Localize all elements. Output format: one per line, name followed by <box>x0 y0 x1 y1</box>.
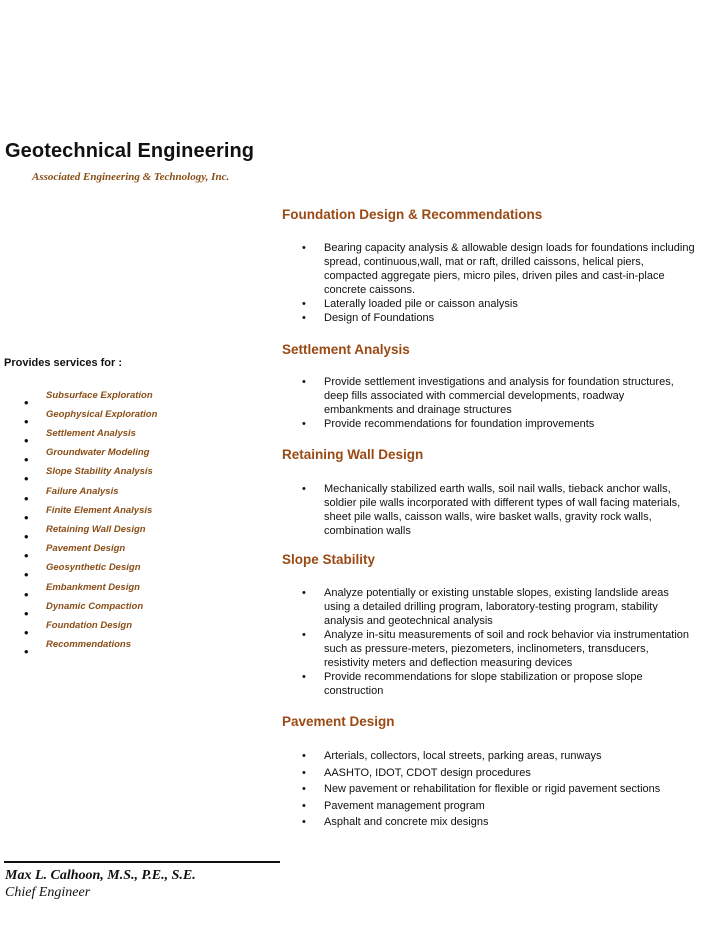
list-item-text: Provide settlement investigations and analysis for foundation structures, deep fills associated with commercial developments, roadway embankments and drainage structures <box>324 376 674 416</box>
services-heading: Provides services for : <box>4 357 123 369</box>
list-item <box>300 782 695 796</box>
service-item: Geosynthetic Design <box>46 562 141 573</box>
list-item-text: New pavement or rehabilitation for flexible or rigid pavement sections <box>324 783 661 795</box>
service-item: Retaining Wall Design <box>46 524 146 535</box>
section-title-pavement: Pavement Design <box>282 714 395 729</box>
list-item <box>300 766 695 780</box>
bullet-icon: • <box>24 567 29 582</box>
bullet-icon: • <box>302 483 306 495</box>
list-item <box>300 375 695 417</box>
section-title-foundation: Foundation Design & Recommendations <box>282 207 543 222</box>
bullet-icon: • <box>24 625 29 640</box>
list-item <box>300 815 695 829</box>
bullet-icon: • <box>302 298 306 310</box>
list-item <box>300 628 695 670</box>
bullet-icon: • <box>302 242 306 254</box>
bullet-icon: • <box>302 376 306 388</box>
section-title-retaining-wall: Retaining Wall Design <box>282 447 424 462</box>
list-item <box>300 311 695 325</box>
list-item-text: Design of Foundations <box>324 312 435 324</box>
signature-name: Max L. Calhoon, M.S., P.E., S.E. <box>5 868 196 883</box>
list-item-text: Arterials, collectors, local streets, parking areas, runways <box>324 750 602 762</box>
signature-role: Chief Engineer <box>5 885 91 900</box>
list-item-text: AASHTO, IDOT, CDOT design procedures <box>324 766 531 779</box>
service-item: Slope Stability Analysis <box>46 466 153 477</box>
bullet-icon: • <box>24 606 29 621</box>
service-item: Pavement Design <box>46 543 126 554</box>
service-item: Geophysical Exploration <box>46 409 158 420</box>
section-title-slope-stability: Slope Stability <box>282 552 376 567</box>
list-item-text: Mechanically stabilized earth walls, soil nail walls, tieback anchor walls, soldier pile walls incorporated with different types of wall facing materials, sheet pile walls, caisson walls, wire basket walls, gravity rock walls, combination walls <box>324 483 681 537</box>
list-item-text: Bearing capacity analysis & allowable design loads for foundations including spread, continuous,wall, mat or raft, drilled caissons, helical piers, compacted aggregate piers, micro piles, driven piles and cast-in-place concrete caissons. <box>324 242 695 296</box>
bullet-icon: • <box>24 548 29 563</box>
bullet-icon: • <box>24 510 29 525</box>
list-item <box>300 749 695 763</box>
list-item <box>300 670 695 698</box>
bullet-icon: • <box>302 629 306 641</box>
list-item-text: Analyze in-situ measurements of soil and rock behavior via instrumentation such as pressure-meters, piezometers, inclinometers, transducers, resistivity meters and deflection measuring devices <box>324 629 690 669</box>
list-item-text: Laterally loaded pile or caisson analysis <box>324 298 518 310</box>
bullet-icon: • <box>302 418 306 430</box>
foundation-bullet-list <box>300 241 695 325</box>
list-item-text: Provide recommendations for slope stabilization or propose slope construction <box>324 671 643 697</box>
bullet-icon: • <box>302 312 306 324</box>
service-item: Subsurface Exploration <box>46 390 153 401</box>
list-item <box>300 482 695 538</box>
slope-stability-bullet-list <box>300 586 695 698</box>
service-item: Foundation Design <box>46 620 133 631</box>
page-title: Geotechnical Engineering <box>5 140 255 162</box>
service-item: Settlement Analysis <box>46 428 136 439</box>
list-item-text: Analyze potentially or existing unstable slopes, existing landslide areas using a detailed drilling program, laboratory-testing program, stability analysis and geotechnical analysis <box>324 587 669 627</box>
bullet-icon: • <box>24 433 29 448</box>
bullet-icon: • <box>302 750 306 762</box>
bullet-icon: • <box>302 816 306 828</box>
signature-divider <box>4 861 280 863</box>
list-item-text: Asphalt and concrete mix designs <box>324 816 489 828</box>
list-item <box>300 586 695 628</box>
bullet-icon: • <box>24 395 29 410</box>
section-title-settlement: Settlement Analysis <box>282 342 410 357</box>
company-name: Associated Engineering & Technology, Inc. <box>32 171 230 183</box>
bullet-icon: • <box>24 644 29 659</box>
retaining-wall-bullet-list <box>300 482 695 538</box>
bullet-icon: • <box>24 529 29 544</box>
settlement-bullet-list <box>300 375 695 431</box>
bullet-icon: • <box>302 587 306 599</box>
list-item <box>300 297 695 311</box>
list-item <box>300 241 695 297</box>
bullet-icon: • <box>24 491 29 506</box>
service-item: Recommendations <box>46 639 131 650</box>
service-item: Embankment Design <box>46 582 140 593</box>
bullet-icon: • <box>24 452 29 467</box>
bullet-icon: • <box>302 783 306 795</box>
service-item: Dynamic Compaction <box>46 601 144 612</box>
pavement-bullet-list <box>300 749 695 832</box>
bullet-icon: • <box>24 587 29 602</box>
service-item: Failure Analysis <box>46 486 119 497</box>
bullet-icon: • <box>302 671 306 683</box>
list-item <box>300 799 695 813</box>
service-item: Finite Element Analysis <box>46 505 153 516</box>
service-item: Groundwater Modeling <box>46 447 150 458</box>
list-item-text: Pavement management program <box>324 799 485 812</box>
bullet-icon: • <box>302 799 306 812</box>
list-item-text: Provide recommendations for foundation improvements <box>324 418 595 430</box>
bullet-icon: • <box>24 414 29 429</box>
bullet-icon: • <box>302 766 306 779</box>
bullet-icon: • <box>24 471 29 486</box>
list-item <box>300 417 695 431</box>
